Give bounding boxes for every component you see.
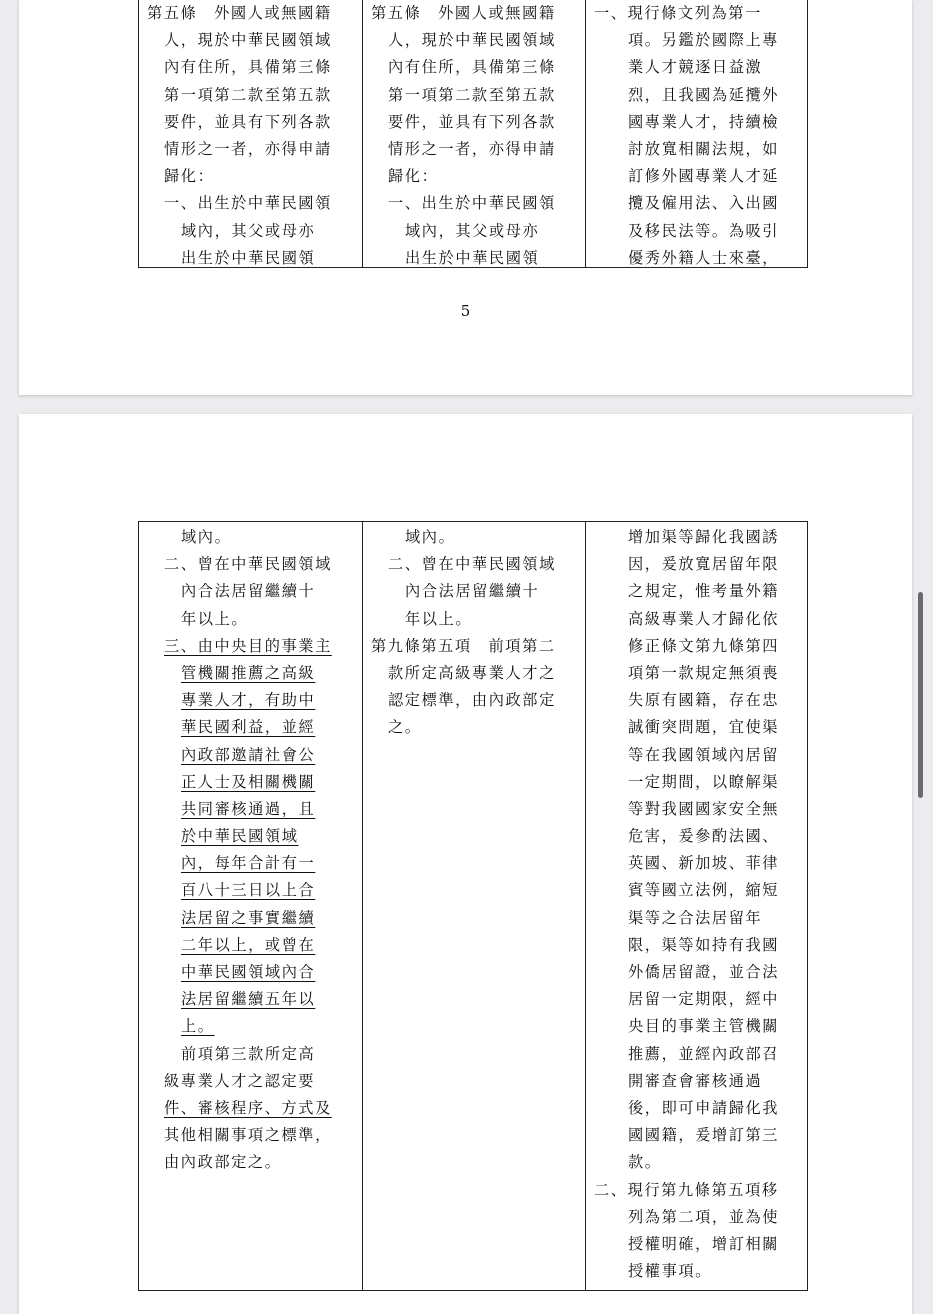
- text-line: [147, 578, 356, 605]
- text-line: [594, 1122, 801, 1149]
- text-line: [594, 0, 801, 27]
- text-line: [594, 986, 801, 1013]
- text-line-content: 內有住所，具備第三條: [164, 58, 332, 77]
- text-line-content: 由內政部定之。: [164, 1153, 282, 1172]
- document-page-5: [19, 0, 912, 395]
- text-line-content: 一定期間，以瞭解渠: [628, 772, 780, 791]
- text-line-content: 內，每年合計有一: [181, 854, 316, 873]
- text-line: [594, 163, 801, 190]
- text-line-content: 認定標準，由內政部定: [388, 691, 556, 710]
- text-line: [594, 769, 801, 796]
- text-line-content: 法居留之事實繼續: [181, 908, 316, 927]
- text-line-content: 授權事項。: [628, 1262, 712, 1281]
- text-line-content: 件、審核程序、方式及: [164, 1098, 332, 1117]
- text-line: [594, 1149, 801, 1176]
- text-line-content: 及移民法等。為吸引: [628, 221, 780, 240]
- text-line-content: 歸化：: [388, 167, 439, 186]
- document-page-6: [19, 414, 912, 1314]
- text-line: [147, 218, 356, 245]
- text-line-content: 歸化：: [164, 167, 215, 186]
- text-line: [147, 1122, 356, 1149]
- text-line: [371, 109, 579, 136]
- text-line-content: 誠衝突問題，宜使渠: [628, 718, 780, 737]
- text-line: [594, 109, 801, 136]
- text-line: [147, 932, 356, 959]
- text-line-content: 開審查會審核通過: [628, 1071, 763, 1090]
- text-line: [147, 245, 356, 267]
- text-line: [594, 1068, 801, 1095]
- text-line-content: 失原有國籍，存在忠: [628, 691, 780, 710]
- text-line: [147, 1149, 356, 1176]
- text-line-content: 於中華民國領域: [181, 827, 299, 846]
- text-line: [594, 218, 801, 245]
- current-text-column: [362, 522, 585, 1290]
- text-line: [594, 190, 801, 217]
- text-line-content: 百八十三日以上合: [181, 881, 316, 900]
- amended-text-column: [139, 0, 362, 267]
- text-line-content: 訂修外國專業人才延: [628, 167, 780, 186]
- text-line: [147, 163, 356, 190]
- text-line-content: 攬及僱用法、入出國: [628, 194, 780, 213]
- text-line-content: 第五條 外國人或無國籍: [371, 4, 556, 22]
- text-line: [371, 218, 579, 245]
- text-line-content: 出生於中華民國領: [405, 248, 540, 267]
- text-line-content: 級專業人才之認定要: [164, 1071, 316, 1090]
- text-line-content: 管機關推薦之高級: [181, 663, 316, 682]
- text-line: [147, 959, 356, 986]
- text-line: [594, 905, 801, 932]
- text-line-content: 域內。: [405, 528, 456, 546]
- text-line-content: 等在我國領域內居留: [628, 745, 780, 764]
- text-line: [371, 714, 579, 741]
- text-line: [147, 877, 356, 904]
- text-line: [371, 687, 579, 714]
- text-line-content: 人，現於中華民國領域: [164, 31, 332, 50]
- text-line: [594, 1177, 801, 1204]
- text-line-content: 渠等之合法居留年: [628, 908, 763, 927]
- text-line-content: 款。: [628, 1153, 662, 1172]
- text-line-content: 共同審核通過，且: [181, 799, 316, 818]
- text-line-content: 第一項第二款至第五款: [164, 85, 332, 104]
- text-line: [371, 82, 579, 109]
- text-line: [371, 54, 579, 81]
- text-line-content: 出生於中華民國領: [181, 248, 316, 267]
- text-line: [147, 109, 356, 136]
- text-line: [594, 1258, 801, 1285]
- text-line-content: 款所定高級專業人才之: [388, 663, 556, 682]
- text-line-content: 高級專業人才歸化依: [628, 609, 780, 628]
- text-line: [147, 82, 356, 109]
- text-line: [594, 850, 801, 877]
- text-line: [371, 245, 579, 267]
- text-line: [147, 823, 356, 850]
- text-line-content: 二、現行第九條第五項移: [594, 1180, 779, 1199]
- text-line: [147, 1068, 356, 1095]
- text-line: [147, 1013, 356, 1040]
- text-line: [594, 823, 801, 850]
- text-line-content: 優秀外籍人士來臺，: [628, 248, 780, 267]
- text-line-content: 年以上。: [405, 609, 473, 628]
- text-line: [594, 551, 801, 578]
- text-line-content: 一、出生於中華民國領: [388, 194, 556, 213]
- text-line: [371, 136, 579, 163]
- text-line-content: 之規定，惟考量外籍: [628, 582, 780, 601]
- text-line: [147, 769, 356, 796]
- comparison-table: [138, 521, 808, 1291]
- text-line-content: 一、現行條文列為第一: [594, 4, 762, 22]
- text-line-content: 國國籍，爰增訂第三: [628, 1126, 780, 1145]
- text-line-content: 之。: [388, 718, 422, 737]
- text-line-content: 修正條文第九條第四: [628, 636, 780, 655]
- text-line: [594, 27, 801, 54]
- text-line: [371, 660, 579, 687]
- text-line: [147, 986, 356, 1013]
- text-line-content: 前項第三款所定高: [181, 1044, 316, 1063]
- text-line-content: 後，即可申請歸化我: [628, 1098, 780, 1117]
- text-line: [147, 190, 356, 217]
- text-line-content: 專業人才，有助中: [181, 691, 316, 710]
- text-line: [594, 54, 801, 81]
- text-line-content: 要件，並具有下列各款: [388, 112, 556, 131]
- text-line: [147, 524, 356, 551]
- text-line: [147, 850, 356, 877]
- text-line: [371, 551, 579, 578]
- text-line-content: 第九條第五項 前項第二: [371, 636, 556, 655]
- text-line-content: 危害，爰參酌法國、: [628, 827, 780, 846]
- text-line-content: 項。另鑑於國際上專: [628, 31, 780, 50]
- text-line: [147, 905, 356, 932]
- text-line: [147, 633, 356, 660]
- text-line-content: 內有住所，具備第三條: [388, 58, 556, 77]
- text-line-content: 上。: [181, 1017, 215, 1036]
- text-line: [147, 1041, 356, 1068]
- text-line: [594, 1095, 801, 1122]
- text-line: [594, 1204, 801, 1231]
- text-line: [594, 932, 801, 959]
- text-line-content: 等對我國國家安全無: [628, 799, 780, 818]
- text-line-content: 二、曾在中華民國領域: [164, 555, 332, 574]
- page-number: 5: [460, 302, 471, 320]
- text-line-content: 因，爰放寬居留年限: [628, 555, 780, 574]
- text-line-content: 討放寬相關法規，如: [628, 139, 780, 158]
- current-text-column: [362, 0, 585, 267]
- text-line: [147, 0, 356, 27]
- text-line: [147, 551, 356, 578]
- text-line: [147, 714, 356, 741]
- amended-text-column: [139, 522, 362, 1290]
- text-line: [147, 1095, 356, 1122]
- text-line: [371, 578, 579, 605]
- text-line-content: 第一項第二款至第五款: [388, 85, 556, 104]
- text-line: [147, 796, 356, 823]
- text-line: [147, 27, 356, 54]
- text-line: [594, 633, 801, 660]
- text-line: [371, 0, 579, 27]
- text-line: [594, 877, 801, 904]
- text-line-content: 烈，且我國為延攬外: [628, 85, 780, 104]
- text-line-content: 年以上。: [181, 609, 249, 628]
- text-line: [594, 136, 801, 163]
- text-line-content: 域內，其父或母亦: [405, 221, 540, 240]
- text-line: [371, 190, 579, 217]
- text-line: [147, 660, 356, 687]
- text-line: [371, 27, 579, 54]
- text-line: [371, 606, 579, 633]
- text-line: [371, 524, 579, 551]
- text-line-content: 推薦，並經內政部召: [628, 1044, 780, 1063]
- text-line-content: 第五條 外國人或無國籍: [147, 4, 332, 22]
- text-line-content: 賓等國立法例，縮短: [628, 881, 780, 900]
- explanation-column: [585, 0, 807, 267]
- text-line-content: 法居留繼續五年以: [181, 990, 316, 1009]
- text-line: [594, 1041, 801, 1068]
- text-line-content: 列為第二項，並為使: [628, 1207, 780, 1226]
- text-line-content: 外僑居留證，並合法: [628, 963, 780, 981]
- text-line: [594, 1231, 801, 1258]
- text-line-content: 限，渠等如持有我國: [628, 935, 780, 954]
- text-line: [594, 82, 801, 109]
- text-line-content: 內合法居留繼續十: [405, 582, 540, 601]
- text-line: [594, 578, 801, 605]
- text-line: [594, 796, 801, 823]
- text-line: [594, 524, 801, 551]
- text-line: [147, 54, 356, 81]
- text-line-content: 增加渠等歸化我國誘: [628, 528, 780, 546]
- text-line-content: 國專業人才，持續檢: [628, 112, 780, 131]
- text-line-content: 域內。: [181, 528, 232, 546]
- comparison-table-fragment: [138, 0, 808, 268]
- text-line: [594, 687, 801, 714]
- text-line-content: 華民國利益，並經: [181, 718, 316, 737]
- text-line-content: 二、曾在中華民國領域: [388, 555, 556, 574]
- text-line: [147, 136, 356, 163]
- text-line-content: 人，現於中華民國領域: [388, 31, 556, 50]
- text-line-content: 一、出生於中華民國領: [164, 194, 332, 213]
- text-line-content: 央目的事業主管機關: [628, 1017, 780, 1036]
- text-line-content: 居留一定期限，經中: [628, 990, 780, 1009]
- text-line: [594, 714, 801, 741]
- text-line-content: 正人士及相關機關: [181, 772, 316, 791]
- text-line-content: 其他相關事項之標準，: [164, 1126, 332, 1145]
- text-line-content: 二年以上，或曾在: [181, 935, 316, 954]
- text-line-content: 英國、新加坡、菲律: [628, 854, 780, 873]
- text-line-content: 內合法居留繼續十: [181, 582, 316, 601]
- text-line-content: 三、由中央目的事業主: [164, 636, 332, 655]
- text-line-content: 中華民國領域內合: [181, 963, 316, 981]
- text-line: [594, 245, 801, 267]
- text-line: [371, 633, 579, 660]
- text-line-content: 情形之一者，亦得申請: [164, 139, 332, 158]
- text-line-content: 情形之一者，亦得申請: [388, 139, 556, 158]
- text-line-content: 要件，並具有下列各款: [164, 112, 332, 131]
- text-line-content: 域內，其父或母亦: [181, 221, 316, 240]
- text-line-content: 內政部邀請社會公: [181, 745, 316, 764]
- text-line: [594, 959, 801, 986]
- text-line: [594, 742, 801, 769]
- text-line: [594, 1013, 801, 1040]
- text-line: [147, 687, 356, 714]
- text-line-content: 業人才競逐日益激: [628, 58, 763, 77]
- text-line: [371, 163, 579, 190]
- text-line: [147, 742, 356, 769]
- text-line: [594, 660, 801, 687]
- text-line-content: 項第一款規定無須喪: [628, 663, 780, 682]
- vertical-scrollbar[interactable]: [918, 592, 923, 798]
- text-line: [594, 606, 801, 633]
- explanation-column: [585, 522, 807, 1290]
- text-line-content: 授權明確，增訂相關: [628, 1234, 780, 1253]
- text-line: [147, 606, 356, 633]
